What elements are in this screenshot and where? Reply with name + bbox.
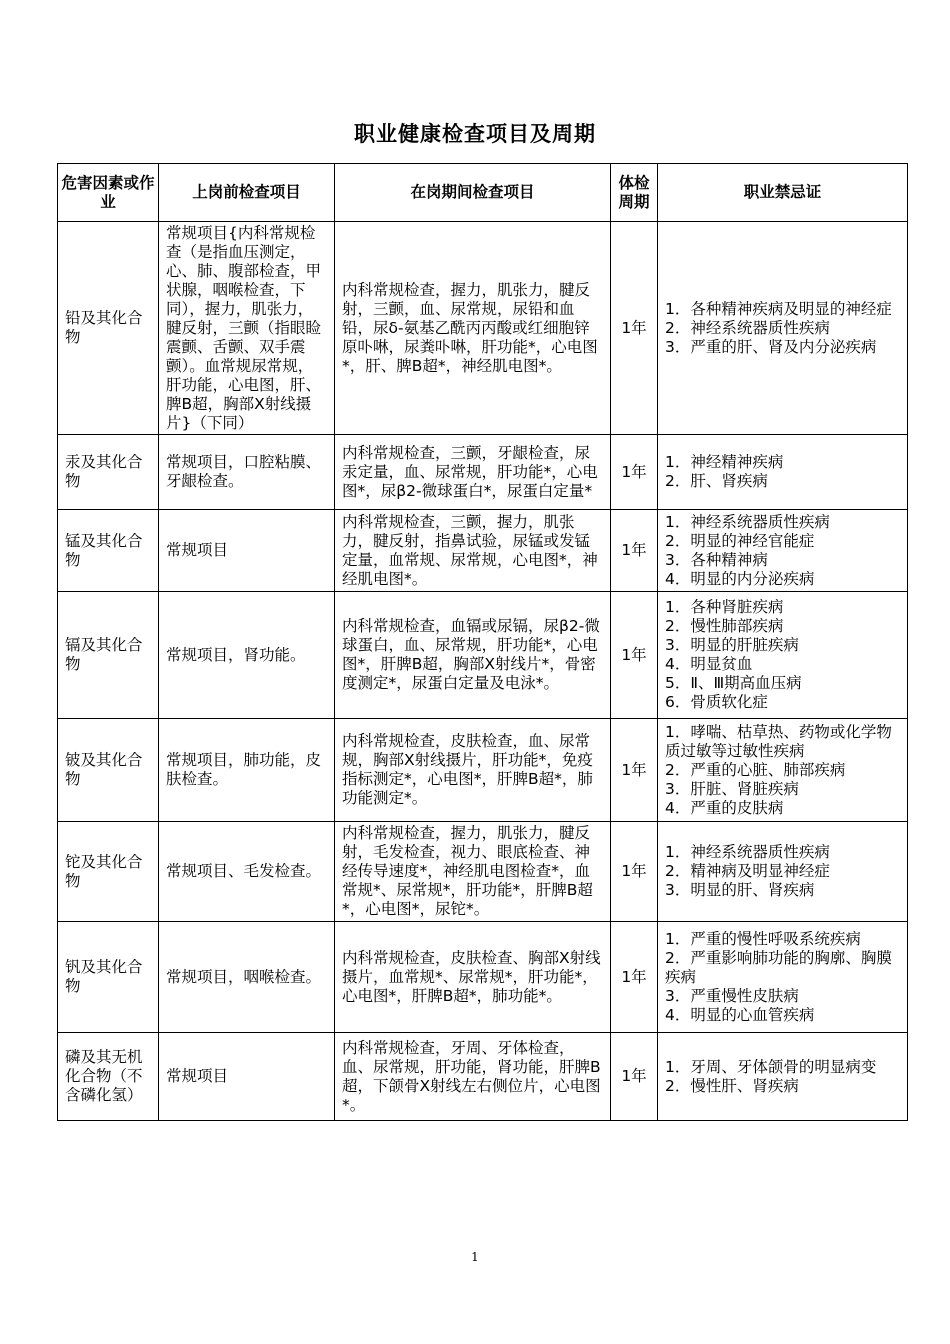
contraindication-item: 2．严重的心脏、肺部疾病 xyxy=(665,760,846,779)
header-period: 体检周期 xyxy=(611,164,658,222)
contraindication-item: 2．肝、肾疾病 xyxy=(665,472,768,490)
pre-job-cell: 常规项目，肺功能，皮肤检查。 xyxy=(159,719,335,822)
contraindication-cell xyxy=(658,822,908,922)
during-job-cell: 内科常规检查，三颤，握力，肌张力，腱反射，指鼻试验，尿锰或发锰定量，血常规、尿常规，心电图*，神经肌电图*。 xyxy=(335,510,611,592)
table-header-row xyxy=(58,164,908,222)
period-cell: 1年 xyxy=(611,435,658,510)
contraindication-item: 1．牙周、牙体颌骨的明显病变 xyxy=(665,1057,877,1076)
contraindication-item: 2．明显的神经官能症 xyxy=(665,531,815,550)
period-cell: 1年 xyxy=(611,510,658,592)
contraindication-item: 2．严重影响肺功能的胸廓、胸膜疾病 xyxy=(665,948,892,986)
table-row xyxy=(58,222,908,435)
factor-cell: 铅及其化合物 xyxy=(58,222,159,435)
contraindication-cell xyxy=(658,1033,908,1121)
contraindication-item: 2．神经系统器质性疾病 xyxy=(665,318,830,337)
contraindication-item: 1．神经精神疾病 xyxy=(665,453,784,471)
contraindication-item: 5．Ⅱ、Ⅲ期高血压病 xyxy=(665,674,802,692)
contraindication-cell xyxy=(658,592,908,719)
contraindication-item: 1．哮喘、枯草热、药物或化学物质过敏等过敏性疾病 xyxy=(665,722,892,760)
contraindication-item: 1．各种精神疾病及明显的神经症 xyxy=(665,299,892,318)
during-job-cell: 内科常规检查，皮肤检查，血、尿常规，胸部X射线摄片，肝功能*，免疫指标测定*，心电图*，肝脾B超*，肺功能测定*。 xyxy=(335,719,611,822)
health-check-table xyxy=(57,163,908,1121)
contraindication-cell xyxy=(658,222,908,435)
during-job-cell: 内科常规检查，牙周、牙体检查，血、尿常规，肝功能，肾功能，肝脾B超，下颌骨X射线左右侧位片，心电图*。 xyxy=(335,1033,611,1121)
contraindication-item: 3．各种精神病 xyxy=(665,550,768,569)
during-job-cell: 内科常规检查，皮肤检查、胸部X射线摄片，血常规*、尿常规*，肝功能*，心电图*，肝脾B超*，肺功能*。 xyxy=(335,922,611,1033)
table-row xyxy=(58,510,908,592)
factor-cell: 铍及其化合物 xyxy=(58,719,159,822)
contraindication-item: 1．神经系统器质性疾病 xyxy=(665,512,830,531)
page-title: 职业健康检查项目及周期 xyxy=(354,122,596,146)
period-cell: 1年 xyxy=(611,1033,658,1121)
table-row xyxy=(58,435,908,510)
contraindication-item: 1．神经系统器质性疾病 xyxy=(665,843,830,861)
contraindication-item: 2．慢性肝、肾疾病 xyxy=(665,1076,799,1095)
contraindication-item: 2．精神病及明显神经症 xyxy=(665,862,830,880)
factor-cell: 汞及其化合物 xyxy=(58,435,159,510)
period-cell: 1年 xyxy=(611,822,658,922)
contraindication-item: 4．明显的心血管疾病 xyxy=(665,1005,815,1024)
header-factor: 危害因素或作业 xyxy=(58,164,159,222)
contraindication-cell xyxy=(658,435,908,510)
contraindication-cell xyxy=(658,922,908,1033)
during-job-cell: 内科常规检查，握力，肌张力，腱反射，毛发检查，视力、眼底检查、神经传导速度*，神经肌电图检查*，血常规*、尿常规*，肝功能*，肝脾B超*，心电图*，尿铊*。 xyxy=(335,822,611,922)
table-row xyxy=(58,592,908,719)
contraindication-item: 4．严重的皮肤病 xyxy=(665,798,784,817)
page-number: 1 xyxy=(471,1250,479,1264)
contraindication-item: 1．各种肾脏疾病 xyxy=(665,598,784,616)
during-job-cell: 内科常规检查，握力，肌张力，腱反射，三颤，血、尿常规，尿铅和血铅，尿δ-氨基乙酰丙丙酸或红细胞锌原卟啉，尿粪卟啉，肝功能*，心电图*，肝、脾B超*，神经肌电图*。 xyxy=(335,222,611,435)
pre-job-cell: 常规项目，咽喉检查。 xyxy=(159,922,335,1033)
factor-cell: 磷及其无机化合物（不含磷化氢） xyxy=(58,1033,159,1121)
table-row xyxy=(58,822,908,922)
contraindication-item: 2．慢性肺部疾病 xyxy=(665,617,784,635)
header-contraindication: 职业禁忌证 xyxy=(658,164,908,222)
period-cell: 1年 xyxy=(611,592,658,719)
header-pre-job: 上岗前检查项目 xyxy=(159,164,335,222)
contraindication-item: 1．严重的慢性呼吸系统疾病 xyxy=(665,929,861,948)
during-job-cell: 内科常规检查，三颤，牙龈检查，尿汞定量，血、尿常规，肝功能*，心电图*，尿β2-微球蛋白*，尿蛋白定量* xyxy=(335,435,611,510)
contraindication-item: 4．明显的内分泌疾病 xyxy=(665,569,815,588)
period-cell: 1年 xyxy=(611,922,658,1033)
contraindication-cell xyxy=(658,510,908,592)
pre-job-cell: 常规项目、毛发检查。 xyxy=(159,822,335,922)
pre-job-cell: 常规项目，肾功能。 xyxy=(159,592,335,719)
contraindication-item: 4．明显贫血 xyxy=(665,655,753,673)
header-during-job: 在岗期间检查项目 xyxy=(335,164,611,222)
contraindication-item: 3．明显的肝、肾疾病 xyxy=(665,881,815,899)
pre-job-cell: 常规项目{内科常规检查（是指血压测定，心、肺、腹部检查，甲状腺，咽喉检查，下同），握力，肌张力，腱反射，三颤（指眼睑震颤、舌颤、双手震颤）。血常规尿常规，肝功能，心电图，肝、脾B超，胸部X射线摄片}（下同） xyxy=(159,222,335,435)
pre-job-cell: 常规项目 xyxy=(159,510,335,592)
contraindication-item: 3．明显的肝脏疾病 xyxy=(665,636,799,654)
contraindication-item: 3．肝脏、肾脏疾病 xyxy=(665,779,799,798)
during-job-cell: 内科常规检查，血镉或尿镉，尿β2-微球蛋白，血、尿常规，肝功能*，心电图*，肝脾B超，胸部X射线片*，骨密度测定*，尿蛋白定量及电泳*。 xyxy=(335,592,611,719)
period-cell: 1年 xyxy=(611,222,658,435)
contraindication-item: 6．骨质软化症 xyxy=(665,693,768,711)
pre-job-cell: 常规项目，口腔粘膜、牙龈检查。 xyxy=(159,435,335,510)
table-row xyxy=(58,922,908,1033)
table-row xyxy=(58,1033,908,1121)
contraindication-item: 3．严重慢性皮肤病 xyxy=(665,986,799,1005)
factor-cell: 钒及其化合物 xyxy=(58,922,159,1033)
factor-cell: 锰及其化合物 xyxy=(58,510,159,592)
pre-job-cell: 常规项目 xyxy=(159,1033,335,1121)
period-cell: 1年 xyxy=(611,719,658,822)
contraindication-item: 3．严重的肝、肾及内分泌疾病 xyxy=(665,337,877,356)
table-row xyxy=(58,719,908,822)
contraindication-cell xyxy=(658,719,908,822)
factor-cell: 铊及其化合物 xyxy=(58,822,159,922)
factor-cell: 镉及其化合物 xyxy=(58,592,159,719)
